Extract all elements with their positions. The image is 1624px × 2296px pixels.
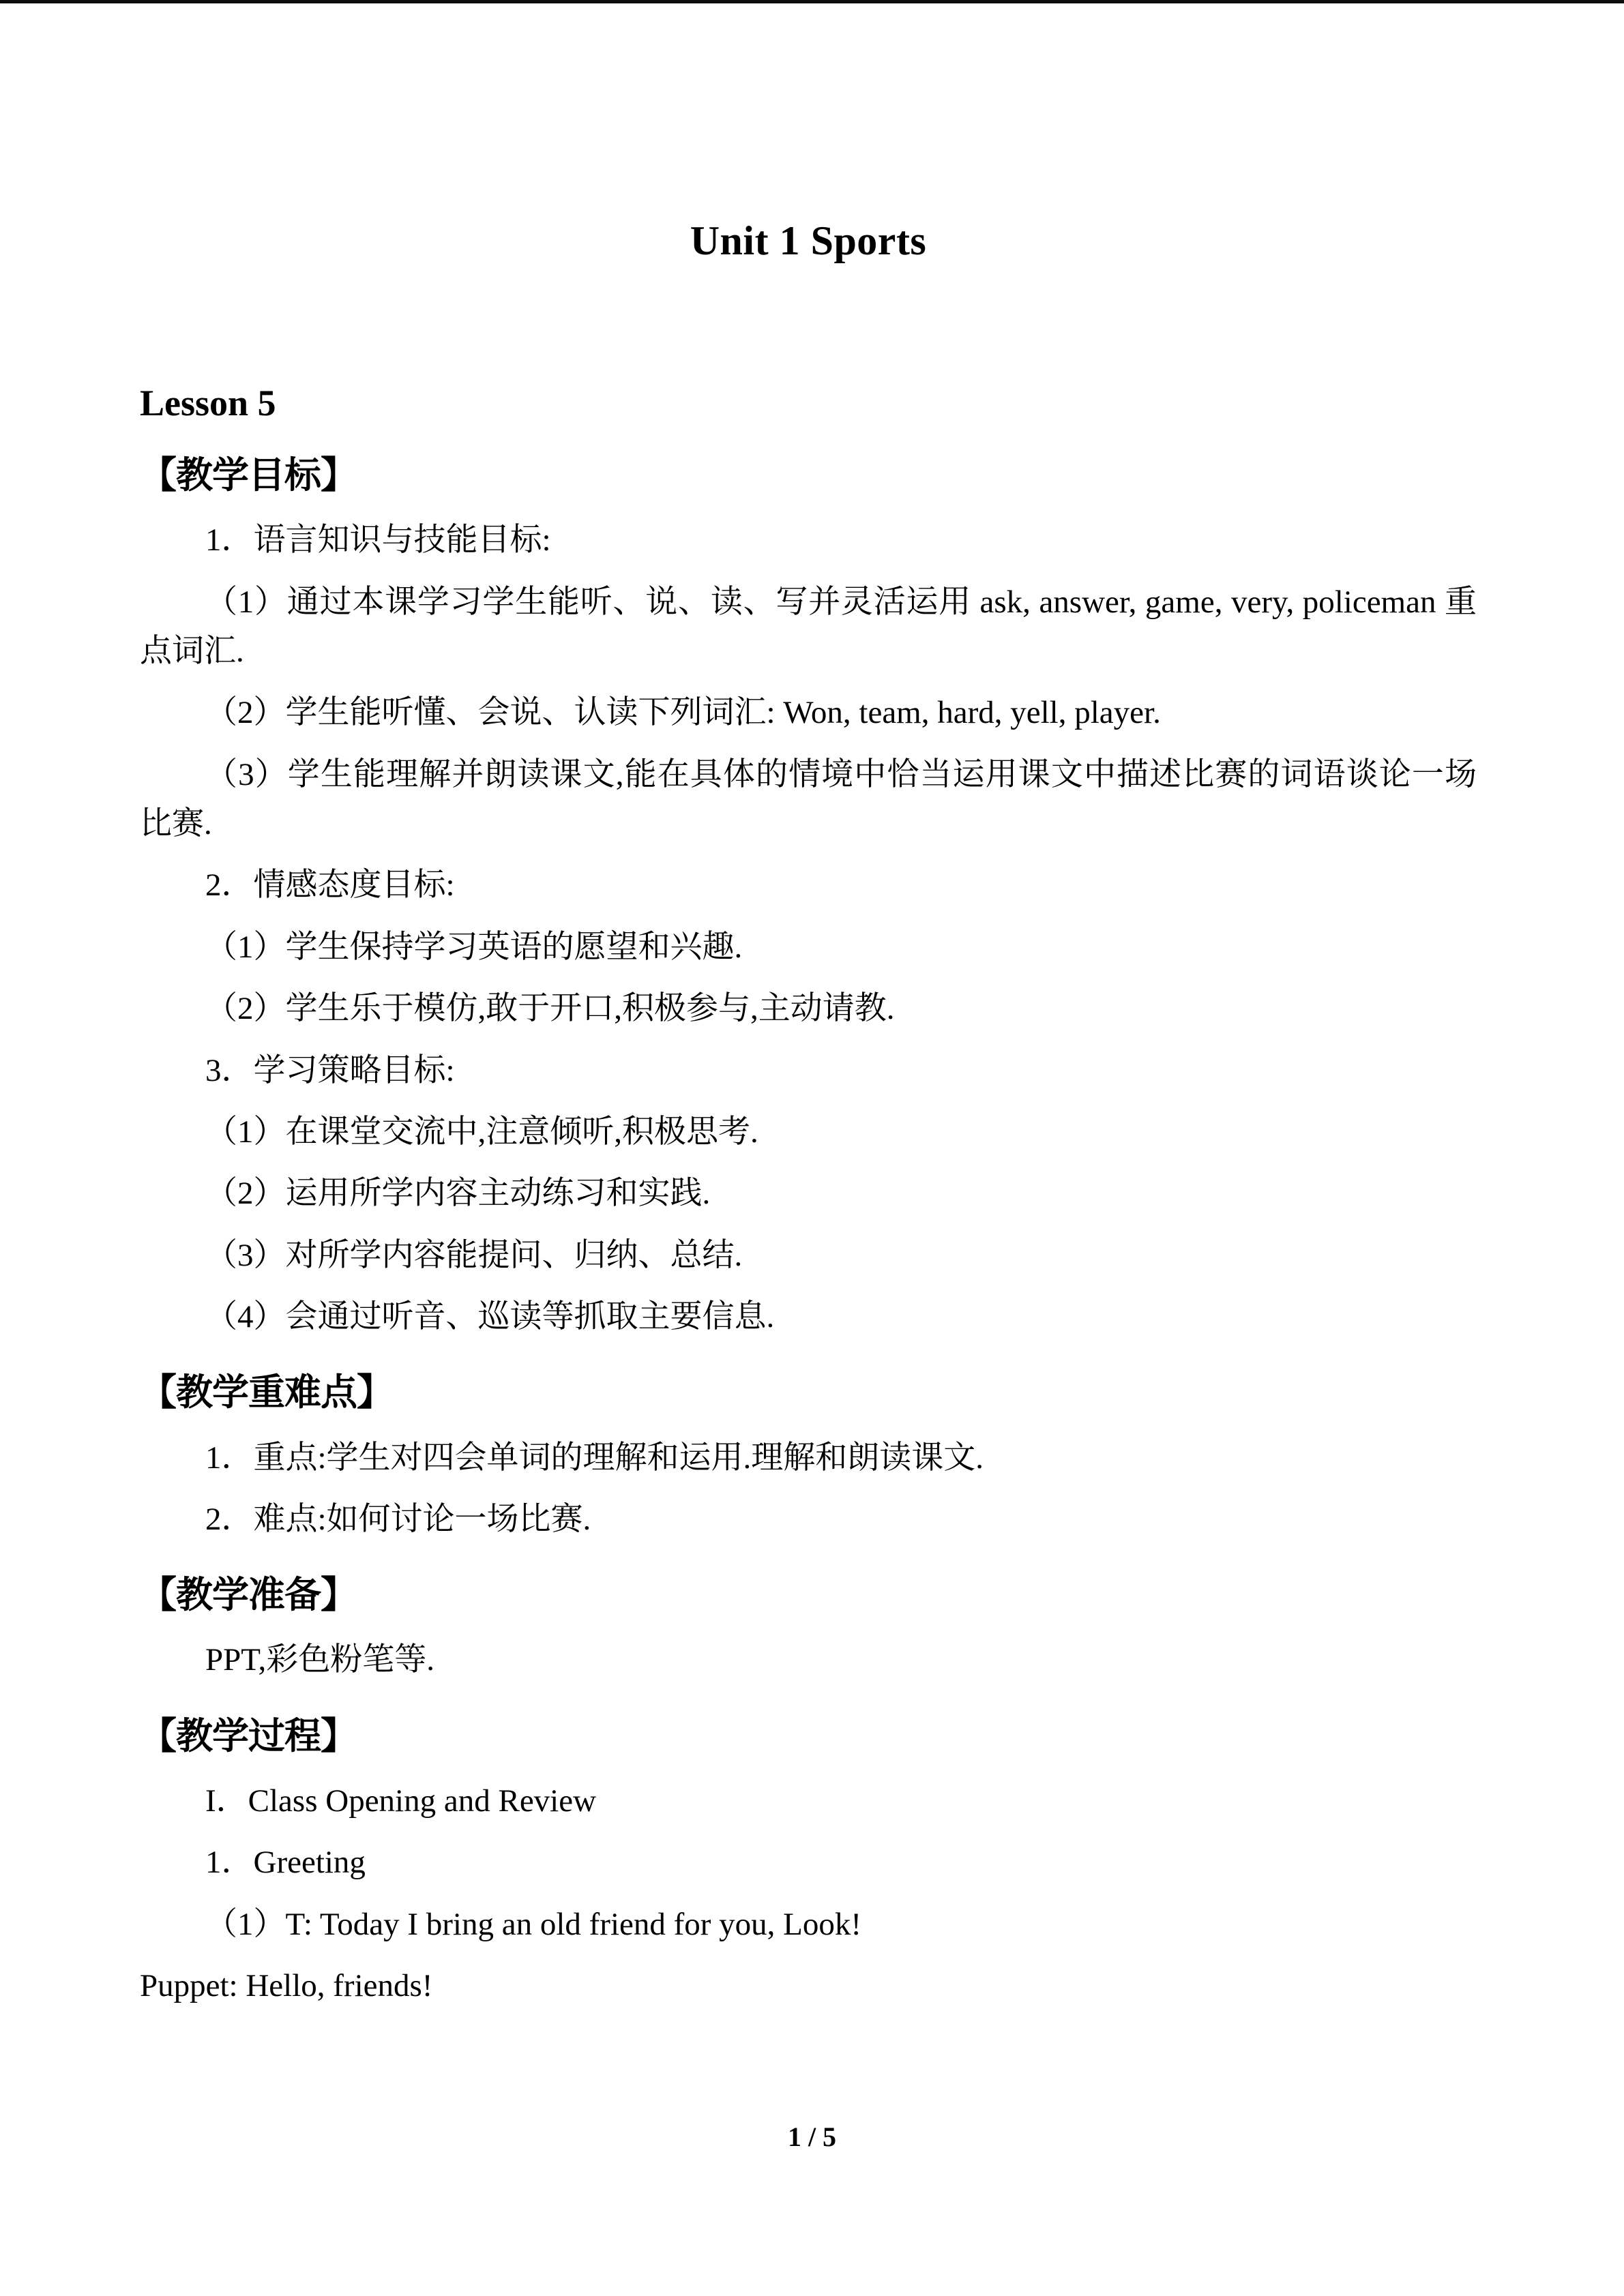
section-heading-key-difficult-points: 【教学重难点】 <box>140 1372 393 1414</box>
section-key-difficult-points <box>140 1341 1477 1544</box>
paragraph: 1．重点:学生对四会单词的理解和运用.理解和朗读课文. <box>205 1440 984 1476</box>
section-teaching-preparation <box>140 1544 1477 1684</box>
paragraph: 2．情感态度目标: <box>205 867 455 904</box>
section-teaching-objectives <box>140 424 1477 1341</box>
paragraph: （2）运用所学内容主动练习和实践. <box>205 1176 711 1212</box>
section-heading-teaching-objectives: 【教学目标】 <box>140 455 357 496</box>
page-number-footer: 1 / 5 <box>787 2121 837 2152</box>
paragraph: 3．学习策略目标: <box>205 1052 455 1088</box>
paragraph: PPT,彩色粉笔等. <box>205 1642 434 1678</box>
paragraph: （4）会通过听音、巡读等抓取主要信息. <box>205 1299 775 1335</box>
paragraph: （3）学生能理解并朗读课文,能在具体的情境中恰当运用课文中描述比赛的词语谈论一场比赛. <box>140 756 1477 842</box>
page-title: Unit 1 Sports <box>690 218 927 263</box>
paragraph: （2）学生乐于模仿,敢于开口,积极参与,主动请教. <box>205 991 895 1027</box>
paragraph: 1．Greeting <box>205 1845 366 1881</box>
paragraph: （1）T: Today I bring an old friend for you, Look! <box>205 1906 862 1942</box>
lesson-heading: Lesson 5 <box>140 383 276 423</box>
paragraph: 2．难点:如何讨论一场比赛. <box>205 1501 591 1537</box>
paragraph: （1）在课堂交流中,注意倾听,积极思考. <box>205 1114 758 1150</box>
paragraph: I．Class Opening and Review <box>205 1783 597 1819</box>
paragraph: 1．语言知识与技能目标: <box>205 522 551 558</box>
section-heading-teaching-process: 【教学过程】 <box>140 1715 357 1757</box>
paragraph: （3）对所学内容能提问、归纳、总结. <box>205 1237 743 1273</box>
paragraph: Puppet: Hello, friends! <box>140 1967 433 2003</box>
paragraph: （1）学生保持学习英语的愿望和兴趣. <box>205 929 743 965</box>
section-teaching-process <box>140 1685 1477 2011</box>
paragraph: （2）学生能听懂、会说、认读下列词汇: Won, team, hard, yell, player. <box>205 695 1161 731</box>
document-content <box>140 0 1477 2010</box>
paragraph: （1）通过本课学习学生能听、说、读、写并灵活运用 ask, answer, game, very, policeman 重点词汇. <box>140 584 1477 669</box>
section-heading-teaching-preparation: 【教学准备】 <box>140 1575 357 1616</box>
